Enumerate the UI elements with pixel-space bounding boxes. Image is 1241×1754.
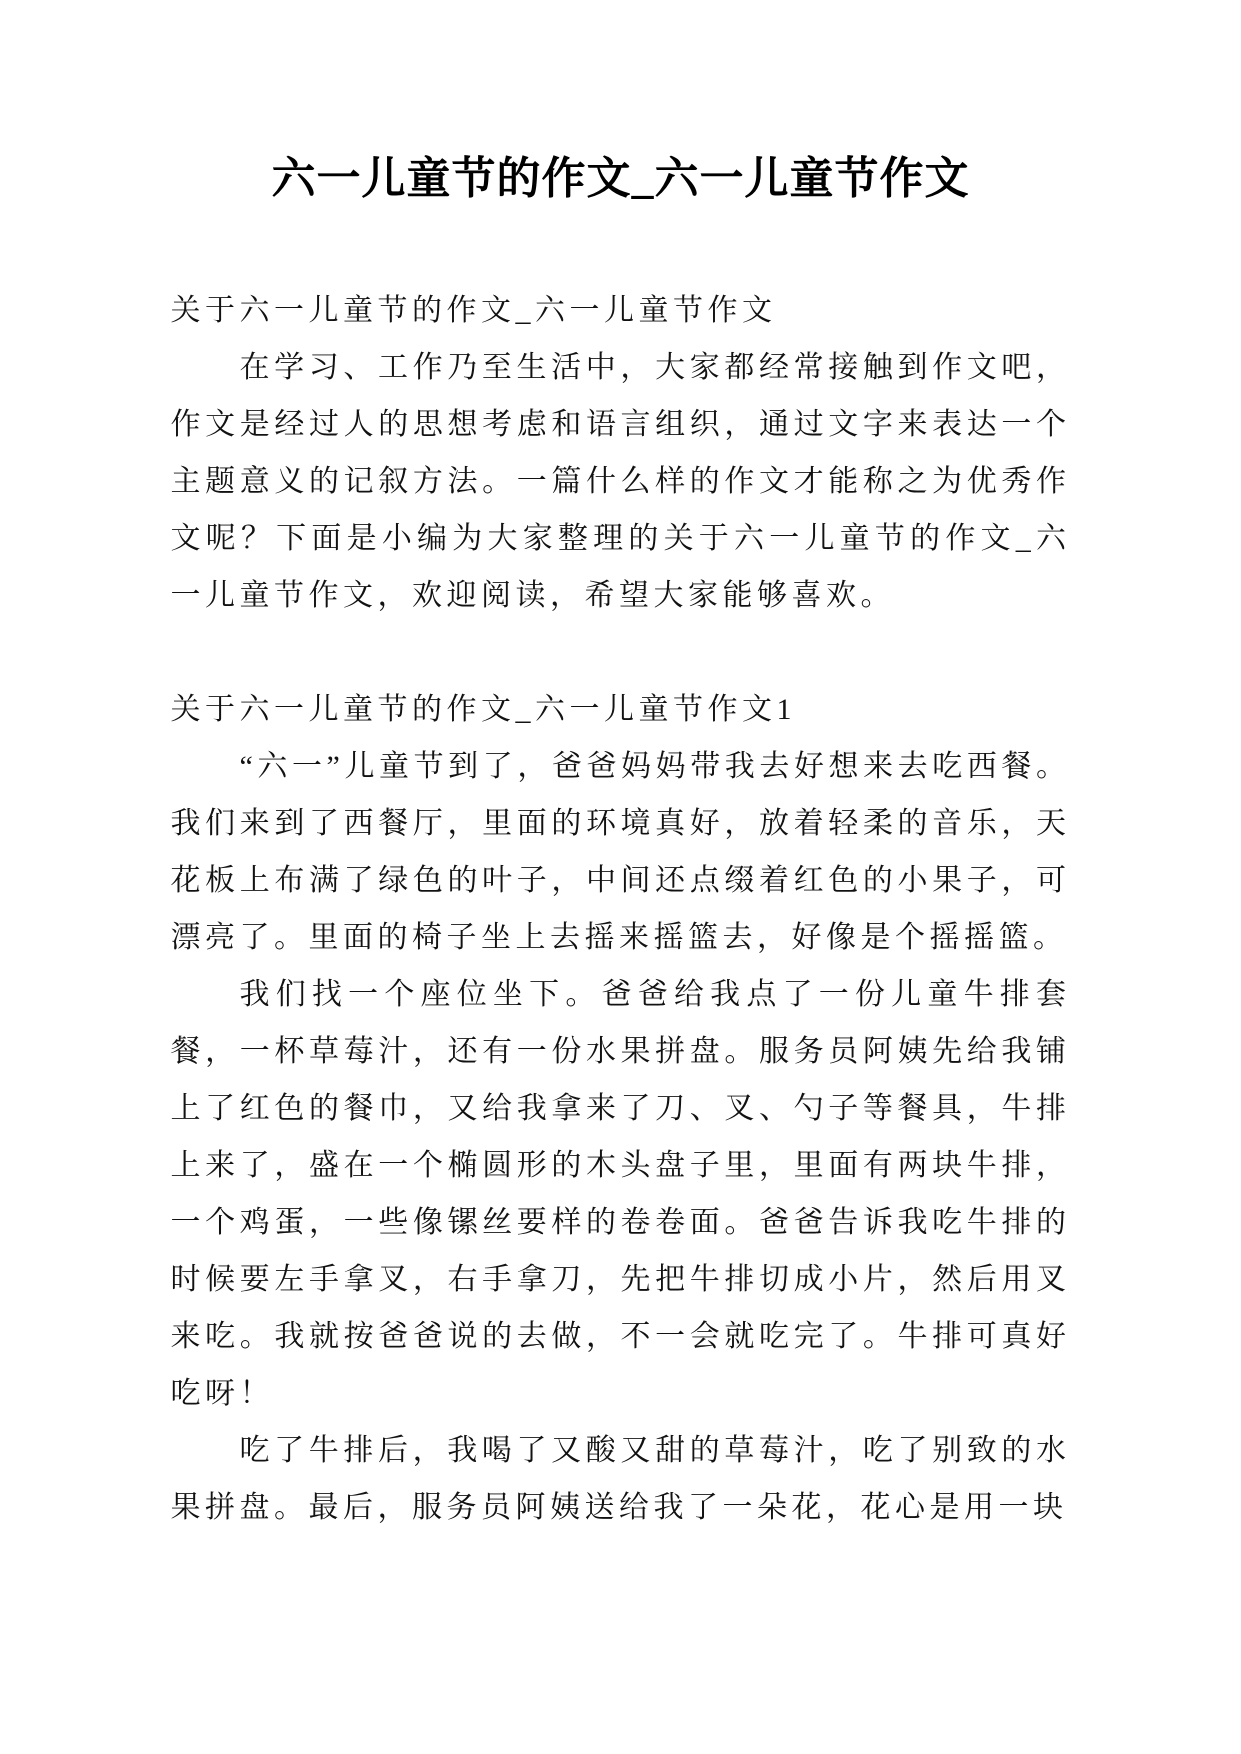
document-body (171, 282, 1071, 1536)
paragraph: “六一”儿童节到了，爸爸妈妈带我去好想来去吃西餐。我们来到了西餐厅，里面的环境真好，放着轻柔的音乐，天花板上布满了绿色的叶子，中间还点缀着红色的小果子，可漂亮了。里面的椅子坐上去摇来摇篮去，好像是个摇摇篮。 (170, 750, 1071, 954)
paragraph: 关于六一儿童节的作文_六一儿童节作文1 (170, 693, 796, 726)
page-title: 六一儿童节的作文_六一儿童节作文 (271, 154, 970, 203)
paragraph: 吃了牛排后，我喝了又酸又甜的草莓汁，吃了别致的水果拼盘。最后，服务员阿姨送给我了一朵花，花心是用一块 (170, 1434, 1071, 1524)
paragraph: 我们找一个座位坐下。爸爸给我点了一份儿童牛排套餐，一杯草莓汁，还有一份水果拼盘。服务员阿姨先给我铺上了红色的餐巾，又给我拿来了刀、叉、勺子等餐具，牛排上来了，盛在一个椭圆形的木头盘子里，里面有两块牛排，一个鸡蛋，一些像镙丝要样的卷卷面。爸爸告诉我吃牛排的时候要左手拿叉，右手拿刀，先把牛排切成小片，然后用叉来吃。我就按爸爸说的去做，不一会就吃完了。牛排可真好吃呀！ (170, 978, 1071, 1410)
paragraph: 关于六一儿童节的作文_六一儿童节作文 (170, 294, 777, 327)
blank-line (171, 624, 1071, 681)
paragraph: 在学习、工作乃至生活中，大家都经常接触到作文吧，作文是经过人的思想考虑和语言组织，通过文字来表达一个主题意义的记叙方法。一篇什么样的作文才能称之为优秀作文呢？下面是小编为大家整理的关于六一儿童节的作文_六一儿童节作文，欢迎阅读，希望大家能够喜欢。 (170, 351, 1071, 612)
